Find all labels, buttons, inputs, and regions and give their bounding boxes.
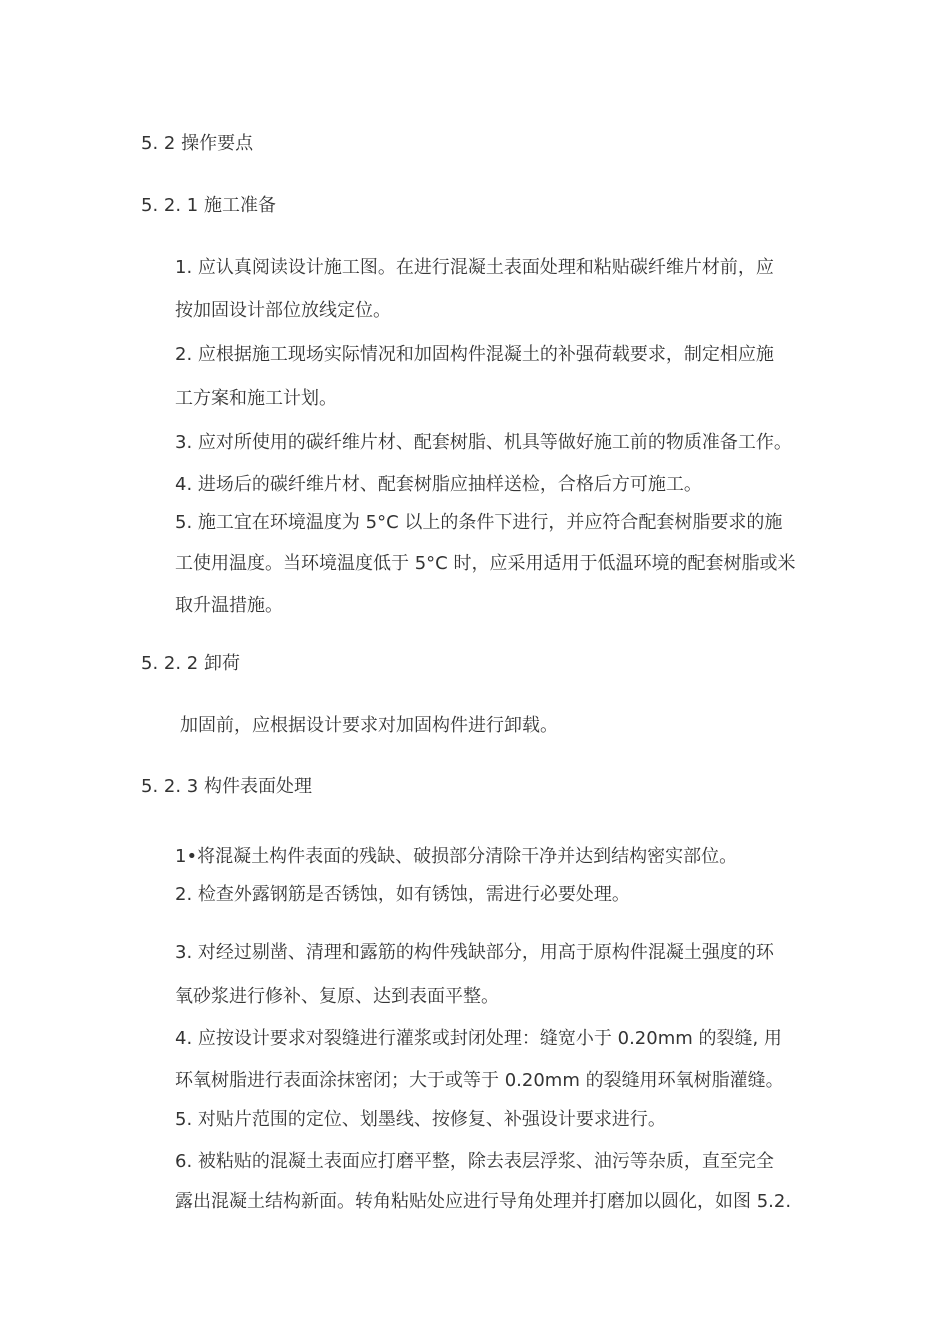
surface-item-4-line-1: 4. 应按设计要求对裂缝进行灌浆或封闭处理：缝宽小于 0.20mm 的裂缝, 用 <box>175 1028 782 1049</box>
prep-item-4: 4. 进场后的碳纤维片材、配套树脂应抽样送检，合格后方可施工。 <box>175 474 702 495</box>
prep-item-1-line-2: 按加固设计部位放线定位。 <box>175 300 391 321</box>
section-heading-5-2: 5. 2 操作要点 <box>141 133 254 154</box>
surface-item-4-line-2: 环氧树脂进行表面涂抹密闭；大于或等于 0.20mm 的裂缝用环氧树脂灌缝。 <box>175 1070 784 1091</box>
surface-item-6-line-2: 露出混凝土结构新面。转角粘贴处应进行导角处理并打磨加以圆化，如图 5.2. <box>175 1191 792 1212</box>
surface-item-1: 1•将混凝土构件表面的残缺、破损部分清除干净并达到结构密实部位。 <box>175 846 738 867</box>
prep-item-2-line-1: 2. 应根据施工现场实际情况和加固构件混凝土的补强荷载要求，制定相应施 <box>175 344 774 365</box>
surface-item-2: 2. 检查外露钢筋是否锈蚀，如有锈蚀，需进行必要处理。 <box>175 884 630 905</box>
unload-paragraph: 加固前，应根据设计要求对加固构件进行卸载。 <box>180 715 558 736</box>
section-heading-5-2-3: 5. 2. 3 构件表面处理 <box>141 776 312 797</box>
prep-item-5-line-1: 5. 施工宜在环境温度为 5°C 以上的条件下进行，并应符合配套树脂要求的施 <box>175 512 783 533</box>
surface-item-5: 5. 对贴片范围的定位、划墨线、按修复、补强设计要求进行。 <box>175 1109 666 1130</box>
section-heading-5-2-1: 5. 2. 1 施工准备 <box>141 195 276 216</box>
prep-item-5-line-3: 取升温措施。 <box>175 595 283 616</box>
surface-item-3-line-2: 氧砂浆进行修补、复原、达到表面平整。 <box>175 986 499 1007</box>
prep-item-5-line-2: 工使用温度。当环境温度低于 5°C 时，应采用适用于低温环境的配套树脂或米 <box>175 553 796 574</box>
surface-item-3-line-1: 3. 对经过剔凿、清理和露筋的构件残缺部分，用高于原构件混凝土强度的环 <box>175 942 774 963</box>
prep-item-1-line-1: 1. 应认真阅读设计施工图。在进行混凝土表面处理和粘贴碳纤维片材前，应 <box>175 257 774 278</box>
prep-item-2-line-2: 工方案和施工计划。 <box>175 388 337 409</box>
prep-item-3: 3. 应对所使用的碳纤维片材、配套树脂、机具等做好施工前的物质准备工作。 <box>175 432 792 453</box>
surface-item-6-line-1: 6. 被粘贴的混凝土表面应打磨平整，除去表层浮浆、油污等杂质，直至完全 <box>175 1151 774 1172</box>
section-heading-5-2-2: 5. 2. 2 卸荷 <box>141 653 240 674</box>
